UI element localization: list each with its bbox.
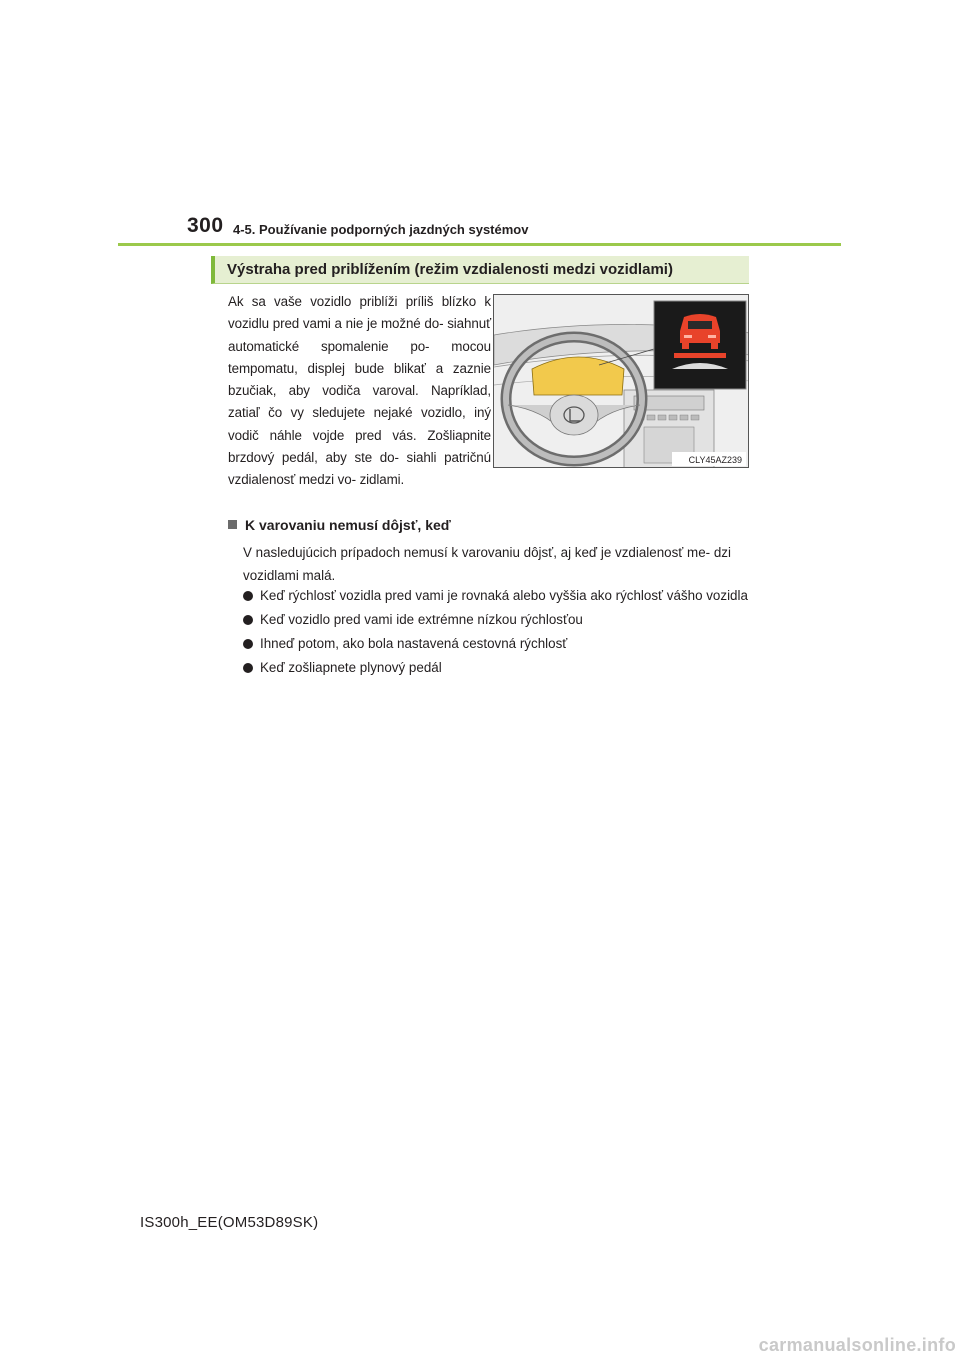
running-head: 4-5. Používanie podporných jazdných systémov <box>233 222 529 237</box>
dashboard-illustration <box>493 294 749 468</box>
footer-code: IS300h_EE(OM53D89SK) <box>140 1214 319 1231</box>
section-header <box>211 256 749 284</box>
header-rule <box>118 243 841 246</box>
watermark: carmanualsonline.info <box>758 1335 956 1355</box>
list-item: Keď vozidlo pred vami ide extrémne nízkou rýchlosťou <box>243 609 748 632</box>
bullet-dot-icon <box>243 591 253 601</box>
subsection-heading <box>228 517 451 533</box>
subsection-title: K varovaniu nemusí dôjsť, keď <box>245 517 451 533</box>
bullet-dot-icon <box>243 615 253 625</box>
page-number: 300 <box>187 214 224 237</box>
list-item: Keď zošliapnete plynový pedál <box>243 657 748 680</box>
bullet-dot-icon <box>243 639 253 649</box>
list-item: Keď rýchlosť vozidla pred vami je rovnaká alebo vyššia ako rýchlosť vášho vozidla <box>243 585 748 608</box>
bullet-dot-icon <box>243 663 253 673</box>
intro-paragraph: Ak sa vaše vozidlo priblíži príliš blízko k vozidlu pred vami a nie je možné do- siahnuť automatické spomalenie po- mocou tempomatu, displej bude blikať a zaznie bzučiak, aby vodiča varoval. Napríklad, zatiaľ čo vy sledujete nejaké vozidlo, iný vodič náhle vojde pred vás. Zošliapnite brzdový pedál, aby ste do- siahli patričnú vzdialenosť medzi vo- zidlami. <box>228 294 491 488</box>
square-bullet-icon <box>228 520 237 529</box>
list-item: Ihneď potom, ako bola nastavená cestovná rýchlosť <box>243 633 748 656</box>
section-title: Výstraha pred priblížením (režim vzdialenosti medzi vozidlami) <box>227 261 673 278</box>
figure-code: CLY45AZ239 <box>688 455 742 465</box>
subsection-paragraph: V nasledujúcich prípadoch nemusí k varovaniu dôjsť, aj keď je vzdialenosť me- dzi vozidlami malá. <box>243 545 731 583</box>
bullet-list <box>243 585 748 681</box>
